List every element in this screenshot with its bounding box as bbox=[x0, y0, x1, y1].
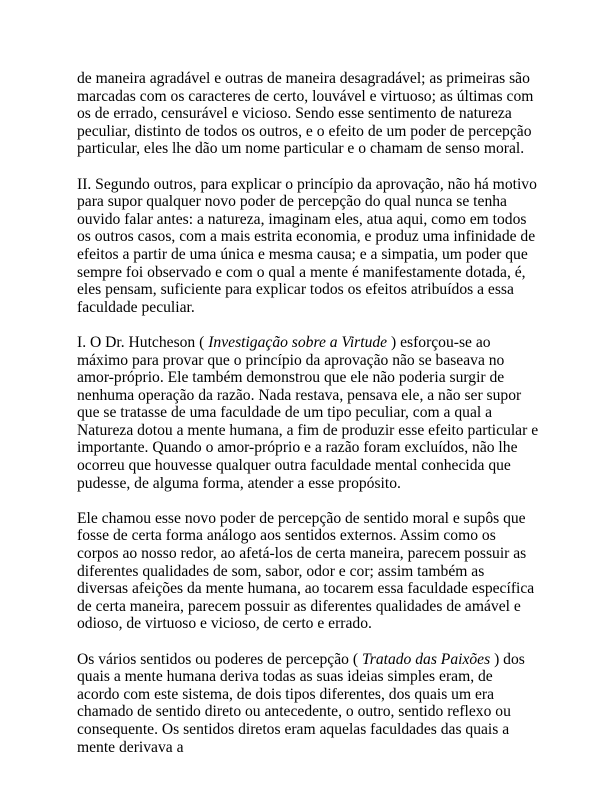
paragraph-4: Ele chamou esse novo poder de percepção de sentido moral e supôs que fosse de certa forma análogo aos sentidos externos. Assim como os corpos ao nosso redor, ao afetá-los de certa maneira, parecem possuir as diferentes qualidades de som, sabor, odor e cor; assim também as diversas afeições da mente humana, ao tocarem essa faculdade específica de certa maneira, parecem possuir as diferentes qualidades de amável e odioso, de virtuoso e vicioso, de certo e errado. bbox=[77, 509, 535, 633]
paragraph-5-text-before: Os vários sentidos ou poderes de percepção ( bbox=[77, 650, 362, 668]
book-title-tratado: Tratado das Paixões bbox=[361, 650, 491, 668]
document-page bbox=[77, 70, 539, 756]
paragraph-2: II. Segundo outros, para explicar o princípio da aprovação, não há motivo para supor qualquer novo poder de percepção do qual nunca se tenha ouvido falar antes: a natureza, imaginam eles, atua aqui, como em todos os outros casos, com a mais estrita economia, e produz uma infinidade de efeitos a partir de uma única e mesma causa; e a simpatia, um poder que sempre foi observado e com o qual a mente é manifestamente dotada, é, eles pensam, suficiente para explicar todos os efeitos atribuídos a essa faculdade peculiar. bbox=[77, 175, 537, 316]
paragraph-5-text-after: ) dos quais a mente humana deriva todas as suas ideias simples eram, de acordo com este sistema, de dois tipos diferentes, dos quais um era chamado de sentido direto ou antecedente, o outro, sentido reflexo ou consequente. Os sentidos diretos eram aquelas faculdades das quais a mente derivava a bbox=[77, 650, 525, 756]
paragraph-3-text-after: ) esforçou-se ao máximo para provar que o princípio da aprovação não se baseava no amor-próprio. Ele também demonstrou que ele não poderia surgir de nenhuma operação da razão. Nada restava, pensava ele, a não ser supor que se tratasse de uma faculdade de um tipo peculiar, com a qual a Natureza dotou a mente humana, a fim de produzir esse efeito particular e importante. Quando o amor-próprio e a razão foram excluídos, não lhe ocorreu que houvesse qualquer outra faculdade mental conhecida que pudesse, de alguma forma, atender a esse propósito. bbox=[77, 333, 539, 492]
book-title-investigacao: Investigação sobre a Virtude bbox=[208, 333, 388, 351]
paragraph-3-text-before: I. O Dr. Hutcheson ( bbox=[77, 333, 209, 351]
paragraph-5 bbox=[77, 651, 539, 757]
paragraph-1: de maneira agradável e outras de maneira desagradável; as primeiras são marcadas com os caracteres de certo, louvável e virtuoso; as últimas com os de errado, censurável e vicioso. Sendo esse sentimento de natureza peculiar, distinto de todos os outros, e o efeito de um poder de percepção particular, eles lhe dão um nome particular e o chamam de senso moral. bbox=[77, 70, 534, 158]
paragraph-3 bbox=[77, 334, 539, 492]
